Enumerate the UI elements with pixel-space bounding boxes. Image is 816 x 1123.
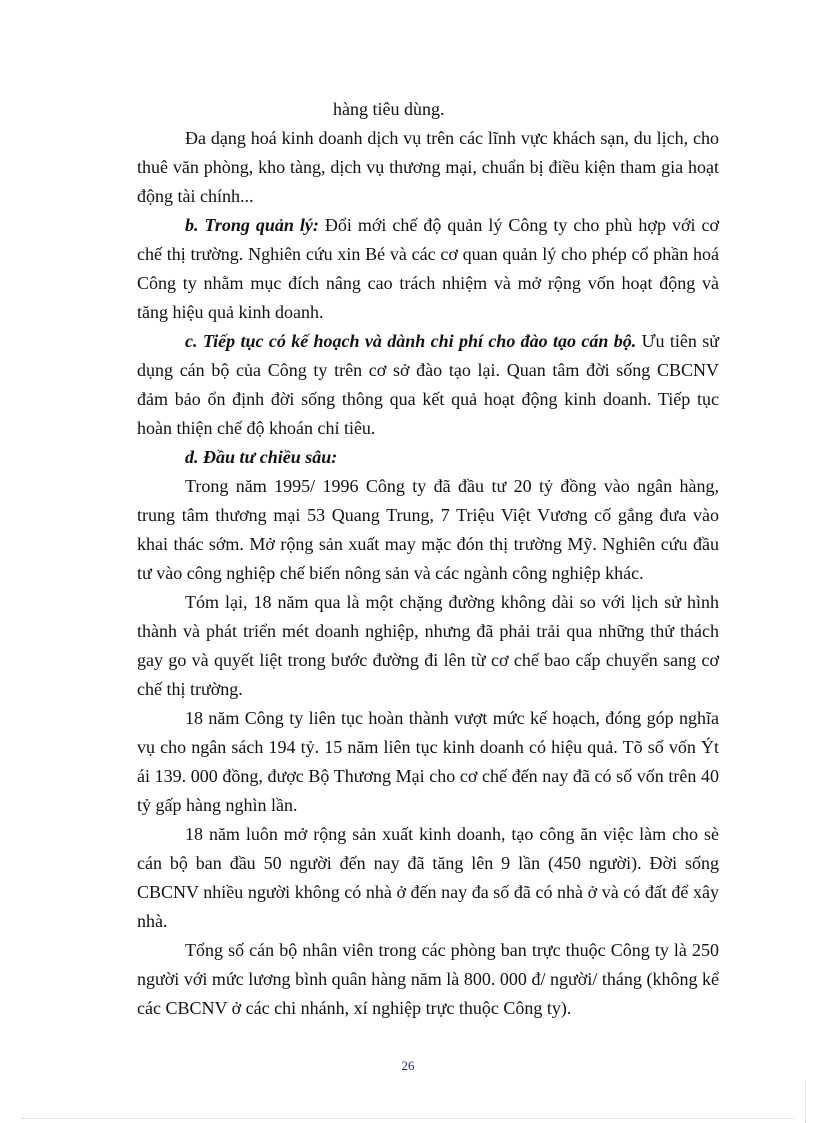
continuation-line: hàng tiêu dùng. <box>333 99 445 119</box>
paragraph-section-b <box>137 211 719 327</box>
section-c-heading: c. Tiếp tục có kế hoạch và dành chi phí cho đào tạo cán bộ. <box>185 331 637 351</box>
paragraph-section-d <box>137 443 719 472</box>
paragraph-invest: Trong năm 1995/ 1996 Công ty đã đầu tư 20 tỷ đồng vào ngân hàng, trung tâm thương mại 53 Quang Trung, 7 Triệu Việt Vương cố gắng đưa vào khai thác sớm. Mở rộng sản xuất may mặc đón thị trường Mỹ. Nghiên cứu đầu tư vào công nghiệp chế biến nông sản và các ngành công nghiệp khác. <box>137 476 719 583</box>
paragraph-plan: 18 năm Công ty liên tục hoàn thành vượt mức kế hoạch, đóng góp nghĩa vụ cho ngân sách 194 tỷ. 15 năm liên tục kinh doanh có hiệu quả. Tõ số vốn Ýt ái 139. 000 đồng, được Bộ Thương Mại cho cơ chế đến nay đã có số vốn trên 40 tỷ gấp hàng nghìn lần. <box>137 708 719 815</box>
section-b-heading: b. Trong quản lý: <box>185 215 319 235</box>
paragraph-staff: Tổng số cán bộ nhân viên trong các phòng ban trực thuộc Công ty là 250 người với mức lương bình quân hàng năm là 800. 000 đ/ người/ tháng (không kể các CBCNV ở các chi nhánh, xí nghiệp trực thuộc Công ty). <box>137 940 719 1018</box>
paragraph-diversify: Đa dạng hoá kinh doanh dịch vụ trên các lĩnh vực khách sạn, du lịch, cho thuê văn phòng, kho tàng, dịch vụ thương mại, chuẩn bị điều kiện tham gia hoạt động tài chính... <box>137 128 719 206</box>
document-body <box>137 95 719 1023</box>
paragraph-expand: 18 năm luôn mở rộng sản xuất kinh doanh, tạo công ăn việc làm cho sè cán bộ ban đầu 50 người đến nay đã tăng lên 9 lần (450 người). Đời sống CBCNV nhiều người không có nhà ở đến nay đa số đã có nhà ở và có đất để xây nhà. <box>137 824 719 931</box>
footer-divider <box>22 1118 794 1119</box>
page-number: 26 <box>401 1058 415 1073</box>
paragraph-section-c <box>137 327 719 443</box>
side-divider <box>805 1080 806 1123</box>
paragraph-summary: Tóm lại, 18 năm qua là một chặng đường không dài so với lịch sử hình thành và phát triển mét doanh nghiệp, nhưng đã phải trải qua những thử thách gay go và quyết liệt trong bước đường đi lên từ cơ chế bao cấp chuyển sang cơ chế thị trường. <box>137 592 719 699</box>
section-c-text: Ưu tiên sử dụng cán bộ của Công ty trên cơ sở đào tạo lại. Quan tâm đời sống CBCNV đảm bảo ổn định đời sống thông qua kết quả hoạt động kinh doanh. Tiếp tục hoàn thiện chế độ khoán chỉ tiêu. <box>137 331 720 438</box>
section-b-text: Đổi mới chế độ quản lý Công ty cho phù hợp với cơ chế thị trường. Nghiên cứu xin Bé và các cơ quan quản lý cho phép cổ phần hoá Công ty nhằm mục đích nâng cao trách nhiệm và mở rộng vốn hoạt động và tăng hiệu quả kinh doanh. <box>137 215 719 322</box>
section-d-heading: d. Đầu tư chiều sâu: <box>185 447 338 467</box>
